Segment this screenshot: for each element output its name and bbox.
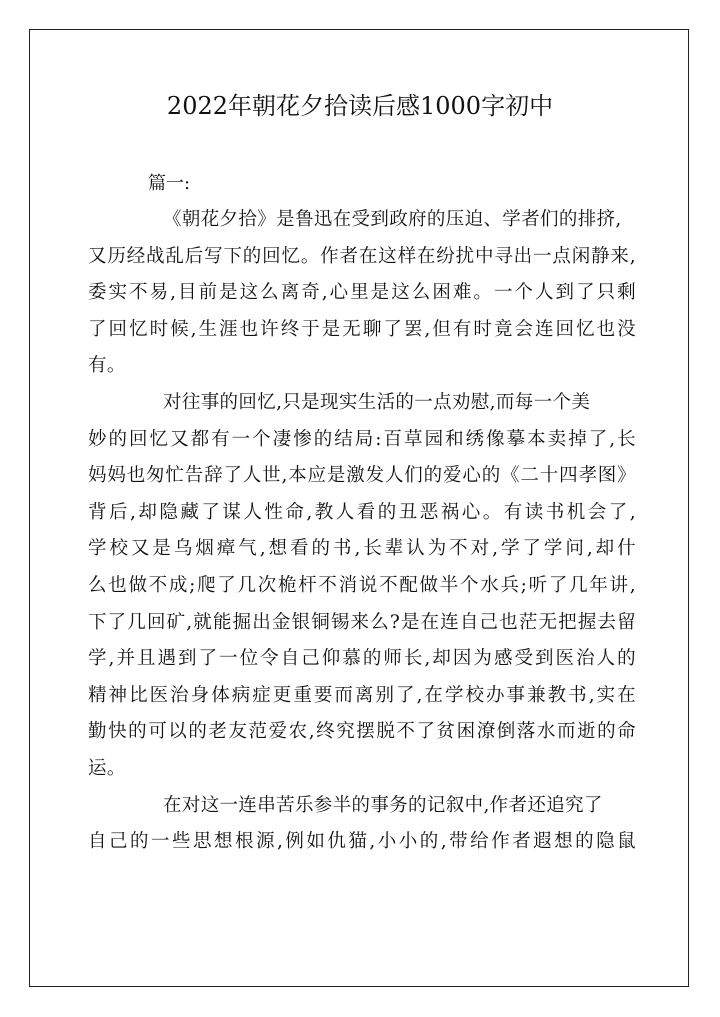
text-line: 背后,却隐藏了谋人性命,教人看的丑恶祸心。有读书机会了, (88, 501, 636, 523)
text-line: 勤快的可以的老友范爱农,终究摆脱不了贫困潦倒落水而逝的命 (88, 721, 636, 743)
text-line: 又历经战乱后写下的回忆。作者在这样在纷扰中寻出一点闲静来, (88, 245, 636, 267)
section-label: 篇一: (148, 173, 191, 194)
text-line: 《朝花夕拾》是鲁迅在受到政府的压迫、学者们的排挤, (163, 209, 622, 230)
text-line: 运。 (88, 757, 126, 779)
text-line: 么也做不成;爬了几次桅杆不消说不配做半个水兵;听了几年讲, (88, 574, 636, 596)
text-line: 自己的一些思想根源,例如仇猫,小小的,带给作者遐想的隐鼠 (88, 831, 636, 853)
text-line: 妈妈也匆忙告辞了人世,本应是激发人们的爱心的《二十四孝图》 (88, 465, 636, 487)
text-line: 了回忆时候,生涯也许终于是无聊了罢,但有时竟会连回忆也没 (88, 318, 636, 340)
text-line: 在对这一连串苦乐参半的事务的记叙中,作者还追究了 (163, 794, 603, 816)
text-line: 学,并且遇到了一位令自己仰慕的师长,却因为感受到医治人的 (88, 648, 636, 670)
text-line: 下了几回矿,就能掘出金银铜锡来么?是在连自己也茫无把握去留 (88, 611, 636, 633)
text-line: 精神比医治身体病症更重要而离别了,在学校办事兼教书,实在 (88, 684, 636, 706)
text-line: 学校又是乌烟瘴气,想看的书,长辈认为不对,学了学问,却什 (88, 538, 636, 560)
document-title: 2022年朝花夕拾读后感1000字初中 (166, 92, 554, 120)
text-line: 对往事的回忆,只是现实生活的一点劝慰,而每一个美 (163, 391, 591, 413)
text-line: 委实不易,目前是这么离奇,心里是这么困难。一个人到了只剩 (88, 282, 636, 304)
body-text (88, 202, 636, 861)
text-line: 妙的回忆又都有一个凄惨的结局:百草园和绣像摹本卖掉了,长 (88, 428, 636, 450)
text-line: 有。 (88, 355, 126, 377)
